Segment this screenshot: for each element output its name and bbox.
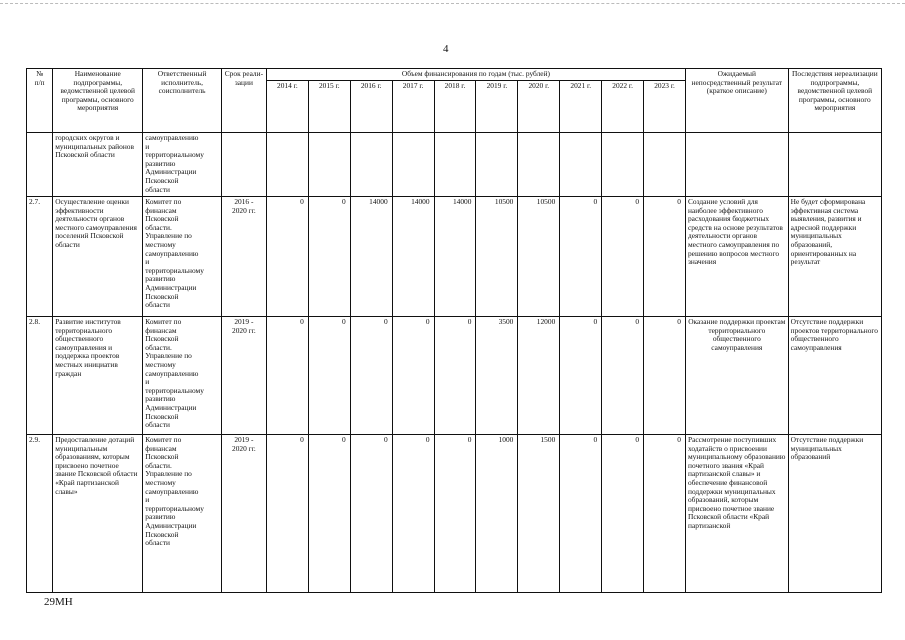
table-row	[27, 133, 882, 197]
row-value: 0	[266, 435, 308, 593]
row-value: 0	[644, 435, 686, 593]
funding-table	[26, 68, 882, 593]
header-year: 2015 г.	[308, 81, 350, 133]
row-value: 0	[392, 317, 434, 435]
row-value: 0	[308, 435, 350, 593]
row-value: 0	[308, 197, 350, 317]
row-result	[685, 133, 788, 197]
header-year: 2017 г.	[392, 81, 434, 133]
row-name: Осуществление оценки эффективности деятельности органов местного самоуправления поселений Псковской области	[53, 197, 143, 317]
row-value: 0	[644, 197, 686, 317]
header-name: Наименование подпрограммы, ведомственной целевой программы, основного мероприятия	[53, 69, 143, 133]
row-value: 0	[560, 317, 602, 435]
row-value	[266, 133, 308, 197]
row-value: 14000	[392, 197, 434, 317]
row-value: 1000	[476, 435, 518, 593]
header-row	[27, 69, 882, 81]
row-value: 0	[308, 317, 350, 435]
row-num: 2.8.	[27, 317, 53, 435]
row-value: 0	[350, 317, 392, 435]
page-number: 4	[443, 43, 449, 55]
row-value: 0	[602, 435, 644, 593]
header-year: 2022 г.	[602, 81, 644, 133]
row-value: 1500	[518, 435, 560, 593]
row-consequences: Не будет сформирована эффективная система выявления, развития и адресной поддержки муниципальных образований, ориентированных на результат	[788, 197, 881, 317]
row-value: 0	[434, 317, 476, 435]
row-value: 0	[602, 197, 644, 317]
table-row	[27, 435, 882, 593]
row-value	[308, 133, 350, 197]
row-value	[602, 133, 644, 197]
scan-top-edge	[0, 3, 905, 4]
row-num	[27, 133, 53, 197]
row-name: Развитие институтов территориального общественного самоуправления и поддержка проектов местных инициатив граждан	[53, 317, 143, 435]
row-term: 2019 - 2020 гг.	[221, 435, 266, 593]
row-value	[644, 133, 686, 197]
row-executor: Комитет по финансам Псковской области. Управление по местному самоуправлению и территориальному развитию Администрации Псковской области	[143, 317, 222, 435]
header-year: 2014 г.	[266, 81, 308, 133]
row-value: 3500	[476, 317, 518, 435]
header-year: 2019 г.	[476, 81, 518, 133]
header-funding: Объем финансирования по годам (тыс. рублей)	[266, 69, 685, 81]
row-num: 2.9.	[27, 435, 53, 593]
header-term: Срок реали- зации	[221, 69, 266, 133]
row-value	[560, 133, 602, 197]
header-year: 2018 г.	[434, 81, 476, 133]
row-value: 14000	[434, 197, 476, 317]
row-value: 0	[266, 197, 308, 317]
row-result: Оказание поддержки проектам территориального общественного самоуправления	[685, 317, 788, 435]
row-num: 2.7.	[27, 197, 53, 317]
row-value	[392, 133, 434, 197]
row-value	[350, 133, 392, 197]
row-result: Создание условий для наиболее эффективного расходования бюджетных средств на основе результатов деятельности органов местного самоуправления по решению вопросов местного значения	[685, 197, 788, 317]
row-value: 10500	[476, 197, 518, 317]
row-value: 14000	[350, 197, 392, 317]
header-year: 2021 г.	[560, 81, 602, 133]
row-executor: Комитет по финансам Псковской области. Управление по местному самоуправлению и территориальному развитию Администрации Псковской области	[143, 435, 222, 593]
table-row	[27, 317, 882, 435]
header-consequences: Последствия нереализации подпрограммы, ведомственной целевой программы, основного мероприятия	[788, 69, 881, 133]
row-executor: самоуправлению и территориальному развитию Администрации Псковской области	[143, 133, 222, 197]
row-term: 2019 - 2020 гг.	[221, 317, 266, 435]
row-value: 0	[350, 435, 392, 593]
row-value: 12000	[518, 317, 560, 435]
row-name: городских округов и муниципальных районов Псковской области	[53, 133, 143, 197]
row-value: 0	[392, 435, 434, 593]
row-term	[221, 133, 266, 197]
row-value: 0	[434, 435, 476, 593]
row-value	[476, 133, 518, 197]
row-value: 0	[266, 317, 308, 435]
row-executor: Комитет по финансам Псковской области. Управление по местному самоуправлению и территориальному развитию Администрации Псковской области	[143, 197, 222, 317]
row-value: 0	[602, 317, 644, 435]
row-value	[518, 133, 560, 197]
row-value	[434, 133, 476, 197]
header-year: 2016 г.	[350, 81, 392, 133]
row-consequences: Отсутствие поддержки муниципальных образований	[788, 435, 881, 593]
row-consequences	[788, 133, 881, 197]
header-num: № п/п	[27, 69, 53, 133]
table-row	[27, 197, 882, 317]
row-term: 2016 - 2020 гг.	[221, 197, 266, 317]
document-code: 29МН	[44, 596, 73, 608]
row-value: 10500	[518, 197, 560, 317]
header-year: 2023 г.	[644, 81, 686, 133]
row-consequences: Отсутствие поддержки проектов территориального общественного самоуправления	[788, 317, 881, 435]
header-year: 2020 г.	[518, 81, 560, 133]
header-result: Ожидаемый непосредственный результат (краткое описание)	[685, 69, 788, 133]
row-result: Рассмотрение поступивших ходатайств о присвоении муниципальному образованию почетного звания «Край партизанской славы» и обеспечение финансовой поддержки муниципальных образований, которым присвоено почетное звание Псковской области «Край партизанской	[685, 435, 788, 593]
row-name: Предоставление дотаций муниципальным образованиям, которым присвоено почетное звание Псковской области «Край партизанской славы»	[53, 435, 143, 593]
header-executor: Ответственный исполнитель, соисполнитель	[143, 69, 222, 133]
row-value: 0	[560, 435, 602, 593]
row-value: 0	[644, 317, 686, 435]
row-value: 0	[560, 197, 602, 317]
